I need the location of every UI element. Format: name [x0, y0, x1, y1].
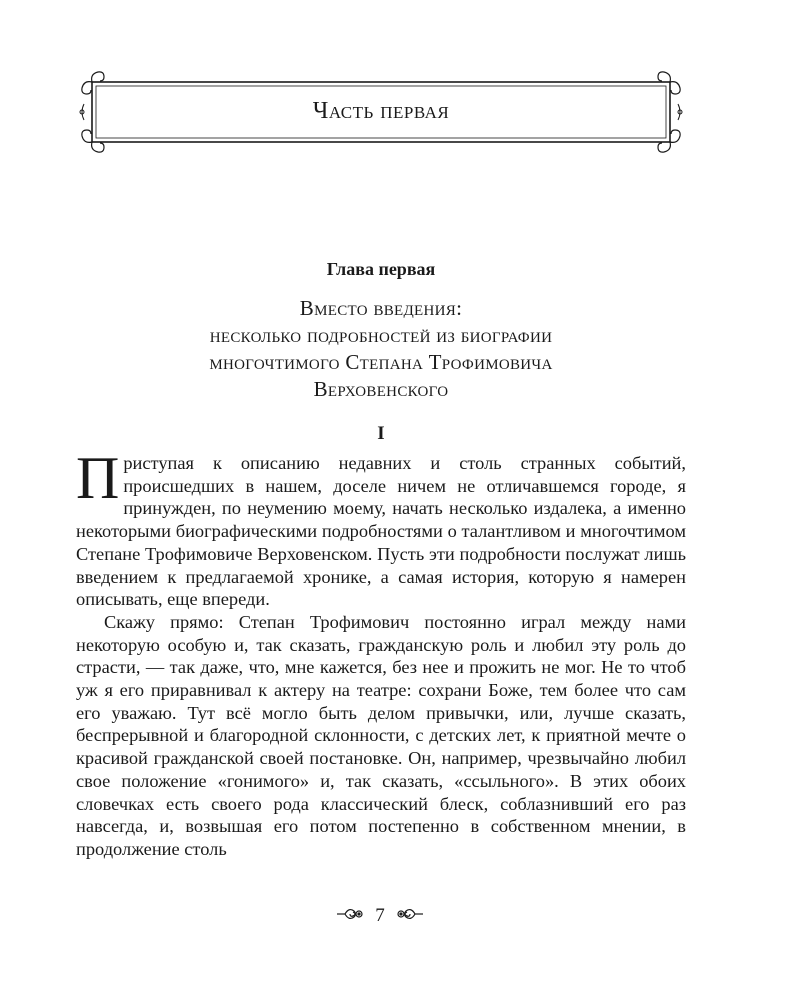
chapter-heading-line: Верховенского — [313, 377, 449, 401]
chapter-heading — [76, 295, 686, 403]
part-title-frame — [76, 70, 686, 154]
chapter-heading-line: многочтимого Степана Трофимовича — [209, 350, 553, 374]
page-footer — [0, 905, 760, 927]
page-number: 7 — [375, 905, 385, 926]
left-ornament-icon — [335, 906, 365, 927]
drop-cap: П — [76, 445, 120, 511]
chapter-heading-line: несколько подробностей из биографии — [209, 323, 553, 347]
section-number: I — [377, 423, 385, 444]
paragraph: Скажу прямо: Степан Трофимович постоянно играл между нами некоторую особую и, так сказать, гражданскую роль и любил эту роль до страсти, — так даже, что, мне кажется, без нее и прожить не мог. Не то чтоб уж я его приравнивал к актеру на театре: сохрани Боже, тем более что сам его уважаю. Тут всё могло быть делом привычки, или, лучше сказать, беспрерывной и благородной склонности, с детских лет, к приятной мечте о красивой гражданской своей постановке. Он, например, чрезвычайно любил свое положение «гонимого» и, так сказать, «ссыльного». В этих обоих словечках есть своего рода классический блеск, соблазнивший его раз навсегда, и, возвышая его потом постепенно в собственном мнении, в продолжение столь — [76, 611, 686, 859]
paragraph-text: риступая к описанию недавних и столь странных событий, происшедших в нашем, доселе ничем не отличавшемся городе, я принужден, по неумению моему, начать несколько издалека, а именно некоторыми биографическими подробностями о талантливом и многочтимом Степане Трофимовиче Верховенском. Пусть эти подробности послужат лишь введением к предлагаемой хронике, а самая история, которую я намерен описывать, еще впереди. — [76, 453, 686, 610]
part-title: Часть первая — [312, 98, 450, 124]
paragraph — [76, 445, 686, 611]
chapter-label: Глава первая — [326, 259, 436, 279]
right-ornament-icon — [395, 906, 425, 927]
body-text — [76, 445, 686, 861]
chapter-heading-line: Вместо введения: — [299, 296, 463, 320]
